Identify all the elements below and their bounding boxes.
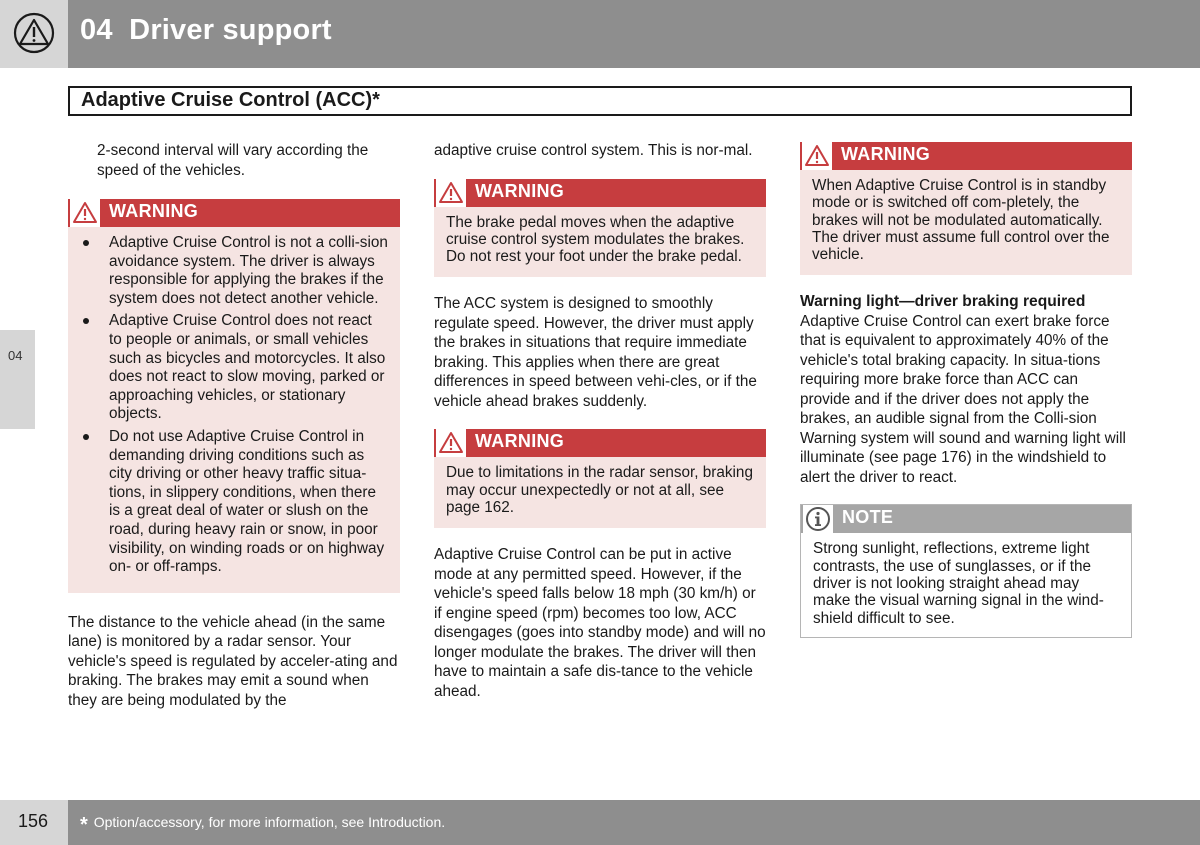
header-icon-box [0,0,68,68]
warning-label: WARNING [475,180,565,201]
warning-body [68,227,400,577]
column-1 [68,140,400,710]
col1-paragraph: The distance to the vehicle ahead (in the same lane) is monitored by a radar sensor. Your vehicle's speed is regulated by acceler-ating and braking. The brakes may emit a sound when they are being modulated by the [68,613,398,709]
warning-list [80,234,388,577]
col1-warning-box [68,198,400,593]
col3-paragraph: Adaptive Cruise Control can exert brake force that is equivalent to approximately 40% of the vehicle's total braking capacity. In situa-tions requiring more brake force than ACC can provide and if the driver does not apply the brakes, an audible signal from the Colli-sion Warning system will sound and warning light will illuminate (see page 176) in the windshield to alert the driver to react. [800,312,1126,486]
chapter-side-tab [0,330,35,429]
note-label: NOTE [842,507,894,528]
warning-header [434,428,766,457]
column-2 [434,140,766,701]
footnote [80,814,445,837]
note-text: Strong sunlight, reflections, extreme light contrasts, the use of sunglasses, or if the driver is not looking straight ahead may make the visual warning signal in the wind-shield difficult to see. [813,540,1104,627]
col3-note-box [800,504,1132,637]
note-header [801,505,1131,533]
warning-label: WARNING [841,144,931,164]
col2-paragraph-2: Adaptive Cruise Control can be put in active mode at any permitted speed. However, if the vehicle's speed falls below 18 mph (30 km/h) or if engine speed (rpm) becomes too low, ACC disengages (goes into standby mode) and will no longer modulate the brakes. The driver will then have to maintain a safe dis-tance to the vehicle ahead. [434,546,766,700]
warning-triangle-icon [436,179,466,207]
warning-header [434,178,766,207]
col2-warning-box-1 [434,178,766,278]
column-3 [800,140,1132,638]
warning-header [68,198,400,227]
col2-paragraph-1: The ACC system is designed to smoothly regulate speed. However, the driver must apply the brakes in situations that require immediate braking. This applies when there are great differences in speed between vehi-cles, or if the vehicle ahead brakes suddenly. [434,295,757,410]
subheading: Warning light—driver braking required [800,293,1086,311]
warning-text: When Adaptive Cruise Control is in standby mode or is switched off com-pletely, the brakes will not be modulated automatically. The driver must assume full control over the vehicle. [812,177,1110,264]
side-tab-label: 04 [8,348,23,363]
warning-list-item: Adaptive Cruise Control is not a colli-sion avoidance system. The driver is always responsible for applying the brakes if the system does not detect another vehicle. [80,234,388,308]
warning-text: Due to limitations in the radar sensor, braking may occur unexpectedly or not at all, see page 162. [446,464,753,516]
warning-label: WARNING [475,431,565,452]
footnote-star: * [80,814,88,836]
section-title: Adaptive Cruise Control (ACC)* [81,89,380,111]
warning-header [800,141,1132,170]
warning-label: WARNING [109,201,199,221]
footnote-text: Option/accessory, for more information, see Introduction. [93,814,446,830]
warning-triangle-icon [802,142,832,170]
warning-text: The brake pedal moves when the adaptive cruise control system modulates the brakes. Do not rest your foot under the brake pedal. [446,213,745,266]
warning-triangle-icon [436,429,466,457]
warning-list-item: Do not use Adaptive Cruise Control in demanding driving conditions such as city driving or other heavy traffic situa-tions, in slippery conditions, when there is a great deal of water or slush on the road, during heavy rain or snow, in poor visibility, on winding roads or on highway on- or off-ramps. [80,428,388,577]
col1-intro: 2-second interval will vary according the speed of the vehicles. [97,142,369,179]
warning-list-item: Adaptive Cruise Control does not react to people or animals, or small vehicles such as bicycles and motorcycles. It also does not react to slow moving, parked or approaching vehicles, or stationary objects. [80,312,388,424]
chapter-title: 04 Driver support [80,14,332,46]
col3-warning-box [800,141,1132,275]
col2-warning-box-2 [434,428,766,528]
page-number: 156 [18,811,49,831]
col2-intro: adaptive cruise control system. This is nor-mal. [434,142,753,159]
warning-triangle-icon [13,12,55,54]
info-icon [803,505,833,533]
warning-triangle-icon [70,199,100,227]
section-title-box [68,86,1132,116]
